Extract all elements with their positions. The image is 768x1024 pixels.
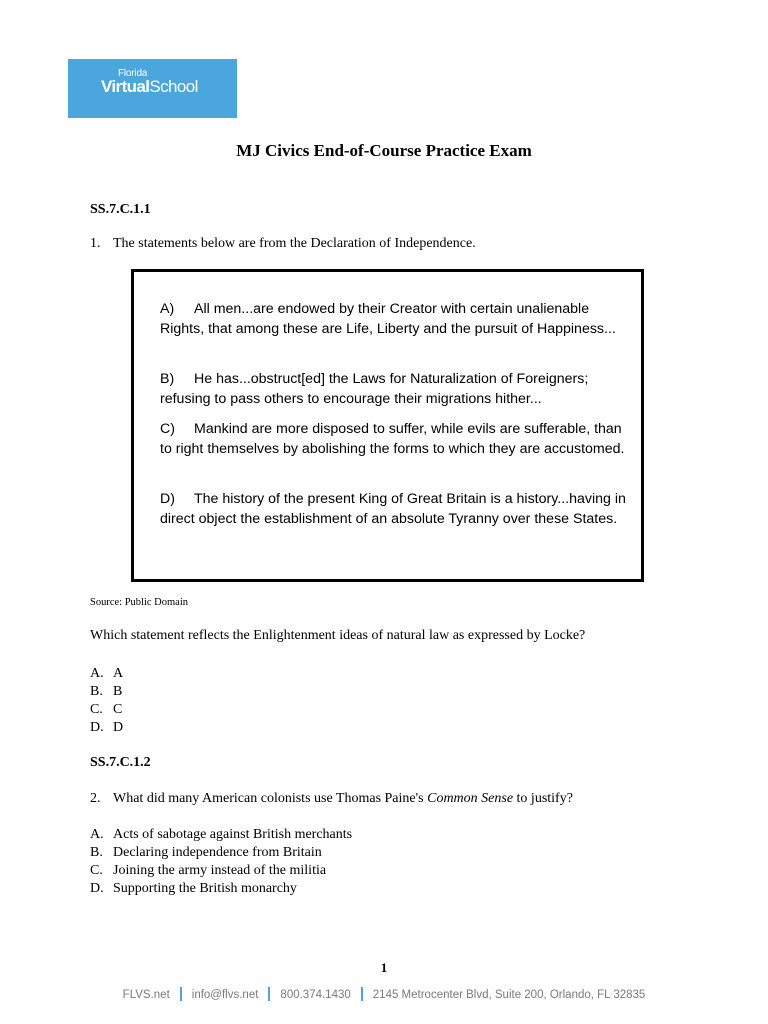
q1-option-a-text: A — [113, 666, 124, 681]
question-1 — [90, 236, 476, 252]
page-footer — [0, 987, 768, 1001]
q2-option-c-letter: C. — [90, 863, 103, 878]
q2-option-b[interactable] — [90, 845, 322, 861]
q1-option-b[interactable] — [90, 684, 122, 700]
q1-option-c-text: C — [113, 702, 123, 717]
footer-divider — [361, 987, 363, 1001]
q1-option-d[interactable] — [90, 720, 123, 736]
statement-a-label: A) — [160, 301, 175, 317]
question-1-prompt: Which statement reflects the Enlightenment ideas of natural law as expressed by Locke? — [90, 628, 586, 643]
page-title: MJ Civics End-of-Course Practice Exam — [236, 141, 532, 160]
q1-option-b-text: B — [113, 684, 123, 699]
q2-option-b-text: Declaring independence from Britain — [113, 845, 322, 860]
footer-address: 2145 Metrocenter Blvd, Suite 200, Orlando, FL 32835 — [372, 989, 646, 1001]
question-1-number: 1. — [90, 236, 101, 251]
q1-option-c-letter: C. — [90, 702, 103, 717]
florida-virtual-school-logo — [68, 59, 237, 118]
logo-main-light: School — [149, 77, 198, 96]
statement-b-text: He has...obstruct[ed] the Laws for Naturalization of Foreigners; refusing to pass others to encourage their migrations hither... — [160, 371, 589, 407]
question-2-text-italic: Common Sense — [427, 791, 514, 806]
question-1-text: The statements below are from the Declaration of Independence. — [113, 236, 476, 251]
question-2-text-after: to justify? — [513, 791, 573, 806]
q1-option-d-text: D — [113, 720, 124, 735]
source-citation: Source: Public Domain — [90, 597, 188, 608]
statement-d-label: D) — [160, 491, 175, 507]
statement-c-label: C) — [160, 421, 175, 437]
statement-c-text: Mankind are more disposed to suffer, while evils are sufferable, than to right themselves by abolishing the forms to which they are accustomed. — [160, 421, 625, 457]
q2-option-d-letter: D. — [90, 881, 104, 896]
standard-code-1: SS.7.C.1.1 — [90, 202, 151, 217]
q1-option-d-letter: D. — [90, 720, 104, 735]
q2-option-c-text: Joining the army instead of the militia — [113, 863, 327, 878]
q1-option-b-letter: B. — [90, 684, 103, 699]
q2-option-a-letter: A. — [90, 827, 104, 842]
declaration-statements-box — [131, 269, 644, 582]
question-2-text-before: What did many American colonists use Thomas Paine's — [113, 791, 428, 806]
footer-site-link[interactable]: FLVS.net — [122, 989, 170, 1001]
q2-option-c[interactable] — [90, 863, 326, 879]
q2-option-a[interactable] — [90, 827, 352, 843]
page-number: 1 — [380, 960, 388, 975]
logo-main-text — [101, 77, 198, 97]
q1-option-a[interactable] — [90, 666, 123, 682]
q1-option-c[interactable] — [90, 702, 122, 718]
question-2 — [90, 791, 573, 807]
statement-d-text: The history of the present King of Great Britain is a history...having in direct object the establishment of an absolute Tyranny over these States. — [160, 491, 626, 527]
logo-main-bold: Virtual — [101, 77, 150, 96]
statement-a-text: All men...are endowed by their Creator with certain unalienable Rights, that among these are Life, Liberty and the pursuit of Happiness... — [160, 301, 616, 337]
statement-d — [160, 489, 630, 529]
standard-code-2: SS.7.C.1.2 — [90, 755, 151, 770]
statement-b-label: B) — [160, 371, 175, 387]
statement-b — [160, 369, 630, 409]
footer-phone: 800.374.1430 — [280, 989, 351, 1001]
q2-option-d[interactable] — [90, 881, 297, 897]
q2-option-b-letter: B. — [90, 845, 103, 860]
statement-c — [160, 419, 630, 459]
question-2-number: 2. — [90, 791, 101, 806]
q2-option-d-text: Supporting the British monarchy — [113, 881, 297, 896]
q1-option-a-letter: A. — [90, 666, 104, 681]
footer-divider — [180, 987, 182, 1001]
q2-option-a-text: Acts of sabotage against British merchants — [113, 827, 353, 842]
logo-small-text: Florida — [118, 68, 148, 79]
statement-a — [160, 299, 630, 339]
footer-email-link[interactable]: info@flvs.net — [191, 989, 259, 1001]
footer-divider — [268, 987, 270, 1001]
